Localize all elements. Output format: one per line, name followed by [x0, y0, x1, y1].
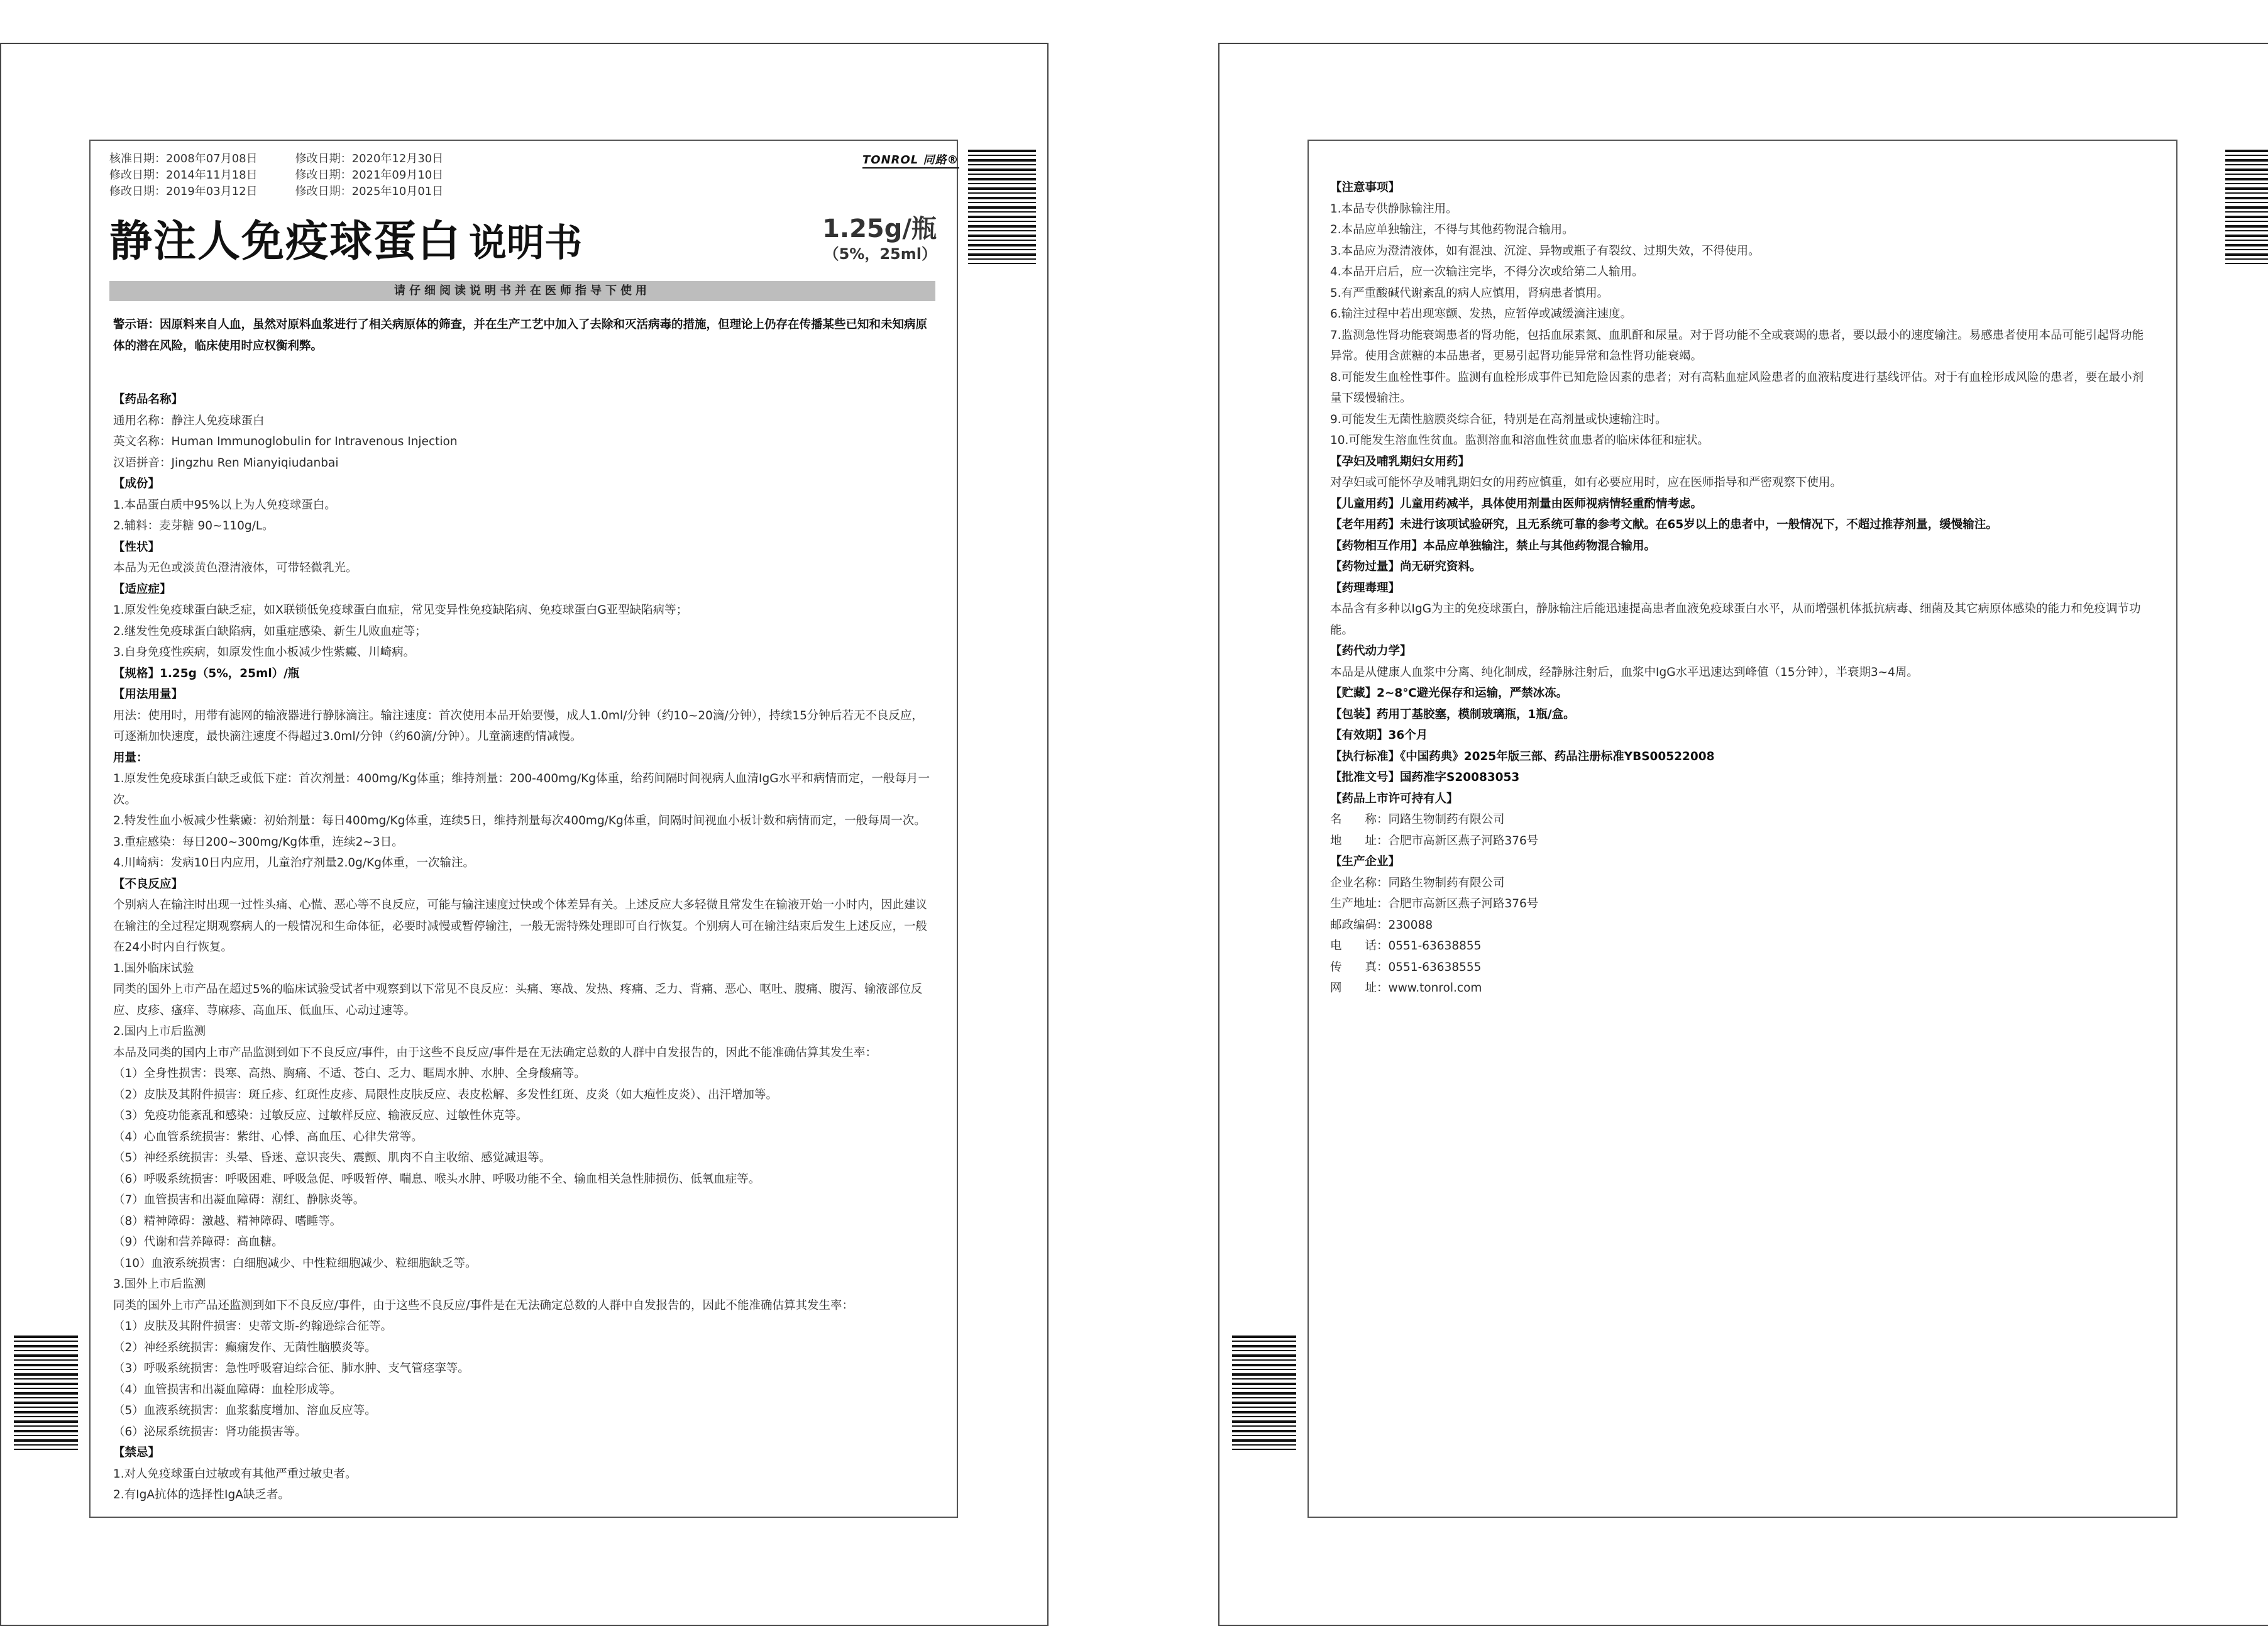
- right-body: [1330, 177, 2154, 999]
- section-heading: 【不良反应】: [113, 877, 184, 891]
- revision-date: 修改日期：2020年12月30日: [295, 152, 444, 165]
- paragraph: 名 称：同路生物制药有限公司: [1330, 813, 1505, 826]
- paragraph: （4）心血管系统损害：紫绀、心悸、高血压、心律失常等。: [113, 1130, 423, 1144]
- paragraph: 用法：使用时，用带有滤网的输液器进行静脉滴注。输注速度：首次使用本品开始要慢，成人1.0ml/分钟（约10~20滴/分钟），持续15分钟后若无不良反应，可逐渐加快速度，最快滴注速度不得超过3.0ml/分钟（约60滴/分钟）。儿童滴速酌情减慢。: [113, 709, 923, 743]
- paragraph: （4）血管损害和出凝血障碍：血栓形成等。: [113, 1383, 342, 1396]
- paragraph: 传 真：0551-63638555: [1330, 960, 1482, 974]
- paragraph: （8）精神障碍：激越、精神障碍、嗜睡等。: [113, 1214, 342, 1228]
- revision-row-1: [109, 151, 443, 167]
- paragraph: 7.监测急性肾功能衰竭患者的肾功能，包括血尿素氮、血肌酐和尿量。对于肾功能不全或衰竭的患者，要以最小的速度输注。易感患者使用本品可能引起肾功能异常。使用含蔗糖的本品患者，更易引起肾功能异常和急性肾功能衰竭。: [1330, 328, 2144, 363]
- paragraph: （3）免疫功能紊乱和感染：过敏反应、过敏样反应、输液反应、过敏性休克等。: [113, 1109, 528, 1122]
- paragraph: （2）皮肤及其附件损害：斑丘疹、红斑性皮疹、局限性皮肤反应、表皮松解、多发性红斑、皮炎（如大疱性皮炎）、出汗增加等。: [113, 1088, 778, 1102]
- paragraph: 通用名称：静注人免疫球蛋白: [113, 414, 265, 428]
- revision-date: 修改日期：2019年03月12日: [109, 185, 258, 198]
- revision-dates: [109, 151, 443, 200]
- section-heading: 【成份】: [113, 477, 160, 490]
- paragraph: （5）血液系统损害：血浆黏度增加、溶血反应等。: [113, 1404, 377, 1417]
- paragraph: 企业名称：同路生物制药有限公司: [1330, 876, 1505, 890]
- barcode-top-right-left-sheet: [968, 150, 1036, 264]
- barcode-top-right: [2225, 150, 2268, 264]
- paragraph: 4.川崎病：发病10日内应用，儿童治疗剂量2.0g/Kg体重，一次输注。: [113, 856, 475, 870]
- paragraph: 2.继发性免疫球蛋白缺陷病，如重症感染、新生儿败血症等；: [113, 624, 427, 638]
- paragraph: 3.国外上市后监测: [113, 1278, 206, 1291]
- document-title: [109, 207, 582, 268]
- section-heading: 【执行标准】《中国药典》2025年版三部、药品注册标准YBS00522008: [1330, 749, 1715, 763]
- section-heading: 【性状】: [113, 540, 160, 554]
- paragraph: 同类的国外上市产品在超过5%的临床试验受试者中观察到以下常见不良反应：头痛、寒战、发热、疼痛、乏力、背痛、恶心、呕吐、腹痛、腹泻、输液部位反应、皮疹、瘙痒、荨麻疹、高血压、低血压、心动过速等。: [113, 983, 923, 1017]
- section-heading: 【药物相互作用】本品应单独输注，禁止与其他药物混合输用。: [1330, 539, 1656, 553]
- paragraph: 生产地址：合肥市高新区燕子河路376号: [1330, 897, 1539, 910]
- spec-main: 1.25g/瓶: [822, 214, 937, 243]
- paragraph: （9）代谢和营养障碍：高血糖。: [113, 1236, 284, 1249]
- section-heading: 【孕妇及哺乳期妇女用药】: [1330, 455, 1470, 468]
- paragraph: （5）神经系统损害：头晕、昏迷、意识丧失、震颤、肌肉不自主收缩、感觉减退等。: [113, 1151, 551, 1164]
- title-suffix: 说明书: [469, 221, 583, 265]
- left-body: [113, 314, 934, 1506]
- approval-date: 核准日期：2008年07月08日: [109, 152, 258, 165]
- section-heading: 【有效期】36个月: [1330, 729, 1428, 742]
- paragraph: （2）神经系统损害：癫痫发作、无菌性脑膜炎等。: [113, 1341, 377, 1354]
- revision-date: 修改日期：2025年10月01日: [295, 185, 444, 198]
- section-heading: 用量：: [113, 751, 148, 765]
- barcode-bottom-left: [14, 1336, 78, 1450]
- paragraph: 汉语拼音：Jingzhu Ren Mianyiqiudanbai: [113, 456, 339, 470]
- paragraph: 2.特发性血小板减少性紫癜：初始剂量：每日400mg/Kg体重，连续5日，维持剂量每次400mg/Kg体重，间隔时间视血小板计数和病情而定，一般每周一次。: [113, 814, 926, 827]
- paragraph: 个别病人在输注时出现一过性头痛、心慌、恶心等不良反应，可能与输注速度过快或个体差异有关。上述反应大多轻微且常发生在输液开始一小时内，因此建议在输注的全过程定期观察病人的一般情况和生命体征，必要时减慢或暂停输注，一般无需特殊处理即可自行恢复。个别病人可在输注结束后发生上述反应，一般在24小时内自行恢复。: [113, 899, 928, 954]
- section-heading: 【适应症】: [113, 582, 172, 596]
- paragraph: 1.本品蛋白质中95%以上为人免疫球蛋白。: [113, 498, 336, 512]
- section-heading: 【药品名称】: [113, 393, 184, 406]
- paragraph: 本品为无色或淡黄色澄清液体，可带轻微乳光。: [113, 561, 358, 575]
- section-heading: 【儿童用药】儿童用药减半，具体使用剂量由医师视病情轻重酌情考虑。: [1330, 497, 1703, 511]
- revision-row-3: [109, 184, 443, 200]
- paragraph: 本品含有多种以IgG为主的免疫球蛋白，静脉输注后能迅速提高患者血液免疫球蛋白水平，从而增强机体抵抗病毒、细菌及其它病原体感染的能力和免疫调节功能。: [1330, 602, 2141, 637]
- section-heading: 【批准文号】国药准字S20083053: [1330, 771, 1520, 784]
- section-heading: 【老年用药】未进行该项试验研究，且无系统可靠的参考文献。在65岁以上的患者中，一般情况下，不超过推荐剂量，缓慢输注。: [1330, 518, 1998, 531]
- section-heading: 【药品上市许可持有人】: [1330, 792, 1458, 805]
- paragraph: （10）血液系统损害：白细胞减少、中性粒细胞减少、粒细胞缺乏等。: [113, 1256, 477, 1270]
- section-heading: 【规格】1.25g（5%，25ml）/瓶: [113, 666, 300, 680]
- paragraph: 本品及同类的国内上市产品监测到如下不良反应/事件，由于这些不良反应/事件是在无法确定总数的人群中自发报告的，因此不能准确估算其发生率：: [113, 1046, 877, 1059]
- section-heading: 【注意事项】: [1330, 181, 1401, 194]
- revision-date: 修改日期：2014年11月18日: [109, 169, 258, 182]
- revision-row-2: [109, 167, 443, 184]
- paragraph: 3.自身免疫性疾病，如原发性血小板减少性紫癜、川崎病。: [113, 646, 416, 659]
- paragraph: 1.国外临床试验: [113, 961, 194, 975]
- paragraph: （6）呼吸系统损害：呼吸困难、呼吸急促、呼吸暂停、喘息、喉头水肿、呼吸功能不全、输血相关急性肺损伤、低氧血症等。: [113, 1172, 761, 1186]
- notice-bar: 请仔细阅读说明书并在医师指导下使用: [109, 281, 935, 301]
- right-paragraphs: [1330, 177, 2154, 999]
- paragraph: 3.本品应为澄清液体，如有混浊、沉淀、异物或瓶子有裂纹、过期失效，不得使用。: [1330, 244, 1760, 258]
- paragraph: 4.本品开启后，应一次输注完毕，不得分次或给第二人输用。: [1330, 265, 1644, 279]
- paragraph: （3）呼吸系统损害：急性呼吸窘迫综合征、肺水肿、支气管痉挛等。: [113, 1362, 470, 1375]
- paragraph: 5.有严重酸碱代谢紊乱的病人应慎用，肾病患者慎用。: [1330, 286, 1609, 300]
- paragraph: 6.输注过程中若出现寒颤、发热，应暂停或减缓滴注速度。: [1330, 307, 1632, 321]
- section-heading: 【贮藏】2~8℃避光保存和运输，严禁冰冻。: [1330, 687, 1568, 700]
- section-heading: 【药物过量】尚无研究资料。: [1330, 560, 1482, 573]
- section-heading: 【包装】药用丁基胶塞，模制玻璃瓶，1瓶/盒。: [1330, 707, 1575, 721]
- paragraph: 网 址：www.tonrol.com: [1330, 982, 1482, 995]
- section-heading: 【生产企业】: [1330, 855, 1401, 868]
- paragraph: 同类的国外上市产品还监测到如下不良反应/事件，由于这些不良反应/事件是在无法确定总数的人群中自发报告的，因此不能准确估算其发生率：: [113, 1298, 854, 1312]
- paragraph: 2.有IgA抗体的选择性IgA缺乏者。: [113, 1488, 290, 1502]
- spec-sub: （5%，25ml）: [823, 245, 937, 263]
- paragraph: 地 址：合肥市高新区燕子河路376号: [1330, 834, 1539, 848]
- paragraph: 3.重症感染：每日200~300mg/Kg体重，连续2~3日。: [113, 835, 404, 849]
- section-heading: 【药代动力学】: [1330, 644, 1412, 658]
- paragraph: 1.本品专供静脉输注用。: [1330, 202, 1458, 216]
- brand-logo: TONROL 同路®: [862, 151, 959, 169]
- section-heading: 【禁忌】: [113, 1446, 160, 1459]
- paragraph: 1.原发性免疫球蛋白缺乏或低下症：首次剂量：400mg/Kg体重；维持剂量：200-400mg/Kg体重，给药间隔时间视病人血清IgG水平和病情而定，一般每月一次。: [113, 772, 930, 807]
- section-heading: 【用法用量】: [113, 688, 184, 701]
- paragraph: （6）泌尿系统损害：肾功能损害等。: [113, 1425, 307, 1439]
- paragraph: 2.本品应单独输注，不得与其他药物混合输用。: [1330, 223, 1574, 236]
- paragraph: 电 话：0551-63638855: [1330, 939, 1482, 953]
- paragraph: 1.对人免疫球蛋白过敏或有其他严重过敏史者。: [113, 1467, 357, 1481]
- paragraph: 2.国内上市后监测: [113, 1025, 206, 1038]
- section-heading: 【药理毒理】: [1330, 581, 1401, 595]
- barcode-bottom-right-sheet: [1232, 1336, 1296, 1450]
- paragraph: 邮政编码：230088: [1330, 918, 1433, 932]
- paragraph: 2.辅料：麦芽糖 90~110g/L。: [113, 519, 274, 533]
- drug-title: 静注人免疫球蛋白: [109, 217, 462, 267]
- paragraph: 本品是从健康人血浆中分离、纯化制成，经静脉注射后，血浆中IgG水平迅速达到峰值（15分钟），半衰期3~4周。: [1330, 665, 1918, 679]
- spec-box: [822, 214, 937, 264]
- paragraph: （1）皮肤及其附件损害：史蒂文斯-约翰逊综合征等。: [113, 1320, 392, 1333]
- left-paragraphs: [113, 389, 934, 1506]
- paragraph: 10.可能发生溶血性贫血。监测溶血和溶血性贫血患者的临床体征和症状。: [1330, 434, 1709, 447]
- paragraph: 对孕妇或可能怀孕及哺乳期妇女的用药应慎重，如有必要应用时，应在医师指导和严密观察下使用。: [1330, 476, 1842, 489]
- paragraph: 英文名称：Human Immunoglobulin for Intravenous Injection: [113, 435, 458, 448]
- warning-text: 警示语：因原料来自人血，虽然对原料血浆进行了相关病原体的筛查，并在生产工艺中加入了去除和灭活病毒的措施，但理论上仍存在传播某些已知和未知病原体的潜在风险，临床使用时应权衡利弊。: [113, 318, 928, 353]
- paragraph: 9.可能发生无菌性脑膜炎综合征，特别是在高剂量或快速输注时。: [1330, 412, 1667, 426]
- paragraph: （7）血管损害和出凝血障碍：潮红、静脉炎等。: [113, 1193, 365, 1207]
- paragraph: （1）全身性损害：畏寒、高热、胸痛、不适、苍白、乏力、眶周水肿、水肿、全身酸痛等。: [113, 1067, 586, 1080]
- revision-date: 修改日期：2021年09月10日: [295, 169, 444, 182]
- paragraph: 8.可能发生血栓性事件。监测有血栓形成事件已知危险因素的患者；对有高粘血症风险患者的血液粘度进行基线评估。对于有血栓形成风险的患者，要在最小剂量下缓慢输注。: [1330, 370, 2144, 405]
- paragraph: 1.原发性免疫球蛋白缺乏症，如X联锁低免疫球蛋白血症，常见变异性免疫缺陷病、免疫球蛋白G亚型缺陷病等；: [113, 604, 688, 617]
